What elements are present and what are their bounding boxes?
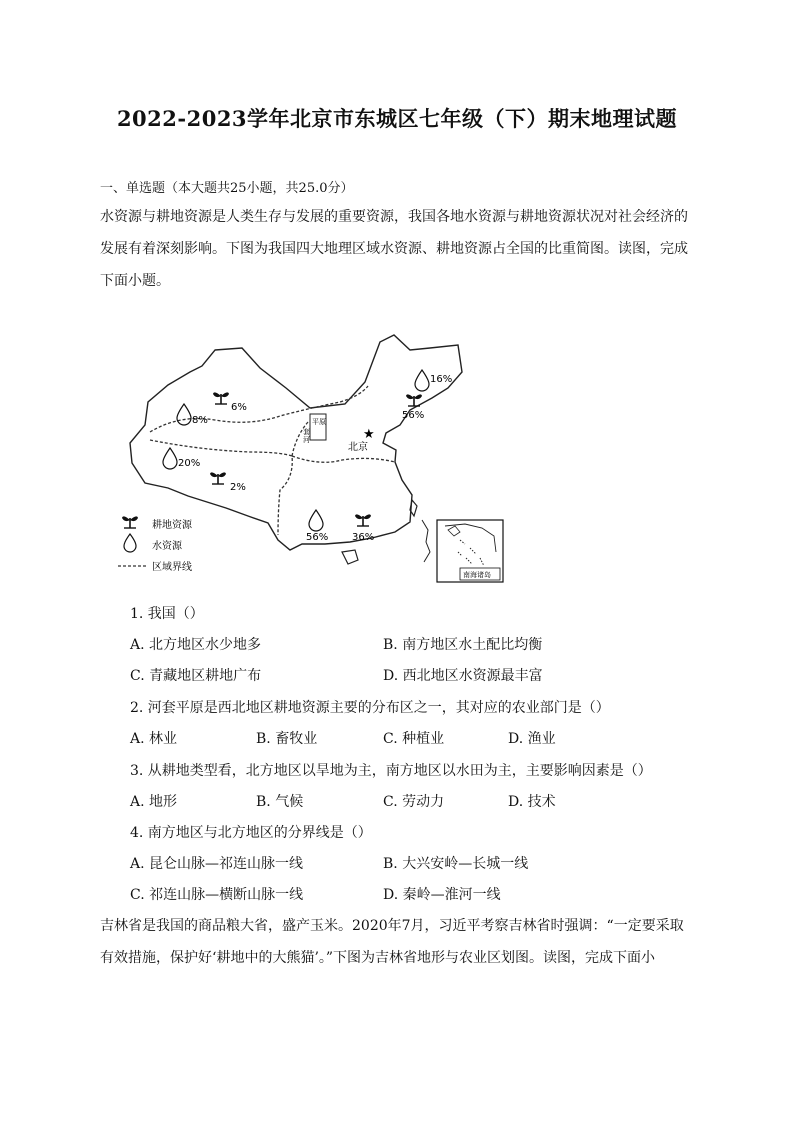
nw-land-value: 6%: [231, 402, 247, 413]
q1-option-c[interactable]: C. 青藏地区耕地广布: [130, 668, 262, 684]
q4-option-b[interactable]: B. 大兴安岭—长城一线: [383, 856, 529, 872]
q2-option-c[interactable]: C. 种植业: [383, 731, 445, 747]
tibet-water-marker: [163, 448, 200, 469]
q3-option-b[interactable]: B. 气候: [256, 794, 304, 810]
question-4-stem: 4. 南方地区与北方地区的分界线是（）: [130, 825, 372, 841]
nw-water-marker: [177, 404, 208, 426]
tibet-land-value: 2%: [230, 482, 246, 493]
q2-option-a[interactable]: A. 林业: [130, 731, 178, 747]
q2-option-b[interactable]: B. 畜牧业: [256, 731, 318, 747]
page-title: 2022-2023学年北京市东城区七年级（下）期末地理试题: [116, 106, 678, 131]
star-icon: ★: [363, 427, 375, 442]
water-drop-icon: [415, 370, 429, 391]
beijing-label: 北京: [348, 442, 368, 453]
tibet-land-marker: [210, 472, 246, 493]
hetao-label-a: 平原: [312, 418, 326, 426]
tibet-water-value: 20%: [178, 458, 201, 469]
hainan-island: [342, 550, 358, 564]
sprout-icon: [122, 516, 138, 528]
ne-land-value: 56%: [402, 410, 425, 421]
inset-label: 南海诸岛: [463, 571, 491, 579]
intro-paragraph: 水资源与耕地资源是人类生存与发展的重要资源，我国各地水资源与耕地资源状况对社会经济的发展有着深刻影响。下图为我国四大地理区域水资源、耕地资源占全国的比重简图。读图，完成下面小题。: [100, 209, 688, 289]
south-water-marker: [306, 510, 328, 543]
water-drop-icon: [124, 534, 136, 552]
sprout-icon: [210, 472, 226, 484]
china-resource-map: [110, 330, 520, 585]
ne-water-marker: [415, 370, 452, 391]
question-1-stem: 1. 我国（）: [130, 606, 204, 622]
map-legend: [118, 516, 193, 573]
q3-option-c[interactable]: C. 劳动力: [383, 794, 445, 810]
hetao-label-c: 河: [303, 436, 310, 444]
legend-land-label: 耕地资源: [152, 520, 192, 531]
hetao-label-b: 套: [303, 428, 310, 436]
nw-land-marker: [213, 392, 247, 413]
south-china-sea-inset: [437, 520, 503, 582]
question-2-stem: 2. 河套平原是西北地区耕地资源主要的分布区之一，其对应的农业部门是（）: [130, 700, 610, 716]
water-drop-icon: [163, 448, 177, 469]
ne-water-value: 16%: [430, 374, 453, 385]
q2-option-d[interactable]: D. 渔业: [508, 731, 556, 747]
south-water-value: 56%: [306, 532, 329, 543]
legend-water-label: 水资源: [152, 541, 182, 552]
sprout-icon: [355, 514, 371, 526]
q1-option-b[interactable]: B. 南方地区水土配比均衡: [383, 637, 543, 653]
water-drop-icon: [309, 510, 323, 531]
q1-option-d[interactable]: D. 西北地区水资源最丰富: [383, 668, 543, 684]
intro-paragraph-2: 吉林省是我国的商品粮大省，盛产玉米。2020年7月，习近平考察吉林省时强调：“一定要采取有效措施，保护好‘耕地中的大熊猫’。”下图为吉林省地形与农业区划图。读图，完成下面小: [100, 918, 684, 966]
section-heading: 一、单选题（本大题共25小题，共25.0分）: [100, 181, 354, 196]
q3-option-d[interactable]: D. 技术: [508, 794, 556, 810]
water-drop-icon: [177, 404, 191, 425]
q3-option-a[interactable]: A. 地形: [130, 794, 178, 810]
question-3-stem: 3. 从耕地类型看，北方地区以旱地为主，南方地区以水田为主，主要影响因素是（）: [130, 763, 652, 779]
q4-option-c[interactable]: C. 祁连山脉—横断山脉一线: [130, 887, 304, 903]
q4-option-a[interactable]: A. 昆仑山脉—祁连山脉一线: [130, 856, 304, 872]
coastline-fragment: [422, 520, 430, 562]
south-land-value: 36%: [352, 532, 375, 543]
boundary-north-south: [292, 456, 395, 462]
sprout-icon: [213, 392, 229, 404]
q1-option-a[interactable]: A. 北方地区水少地多: [130, 637, 262, 653]
legend-line-label: 区域界线: [152, 562, 192, 573]
china-outline: [130, 335, 462, 550]
south-land-marker: [352, 514, 374, 543]
nw-water-value: 8%: [192, 415, 208, 426]
q4-option-d[interactable]: D. 秦岭—淮河一线: [383, 887, 501, 903]
